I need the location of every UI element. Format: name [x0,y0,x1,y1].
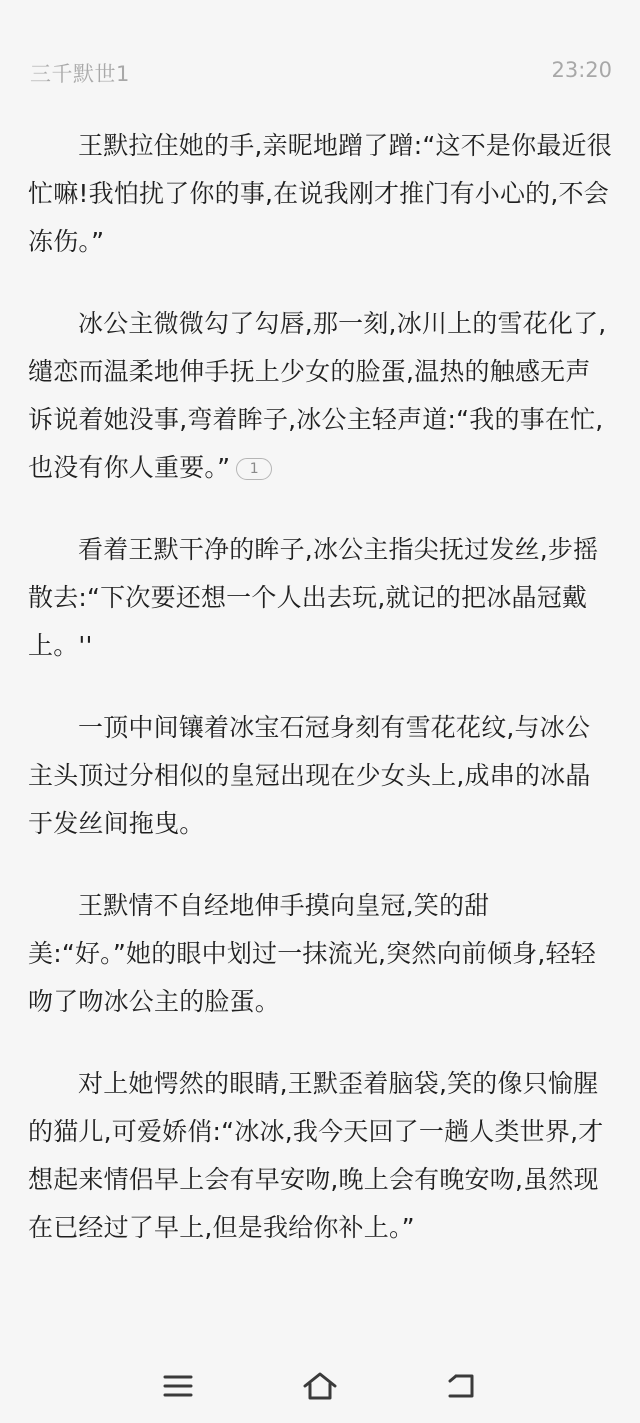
paragraph-text: 冰公主微微勾了勾唇,那一刻,冰川上的雪花化了,缱恋而温柔地伸手抚上少女的脸蛋,温热的触感无声诉说着她没事,弯着眸子,冰公主轻声道:“我的事在忙,也没有你人重要。” [28,309,607,482]
comment-count-badge[interactable]: 1 [236,458,272,480]
paragraph: 王默拉住她的手,亲昵地蹭了蹭:“这不是你最近很忙嘛!我怕扰了你的事,在说我刚才推门有小心的,不会冻伤。” [28,131,612,256]
back-icon [446,1372,478,1400]
paragraph [28,300,612,492]
paragraph: 一顶中间镶着冰宝石冠身刻有雪花花纹,与冰公主头顶过分相似的皇冠出现在少女头上,成串的冰晶于发丝间拖曳。 [28,713,591,838]
paragraph: 对上她愕然的眼睛,王默歪着脑袋,笑的像只愉腥的猫儿,可爱娇俏:“冰冰,我今天回了一趟人类世界,才想起来情侣早上会有早安吻,晚上会有晚安吻,虽然现在已经过了早上,但是我给你补上。” [28,1069,604,1242]
navigation-bar [0,1350,640,1423]
home-button[interactable] [290,1364,350,1408]
back-button[interactable] [432,1364,492,1408]
menu-button[interactable] [148,1364,208,1408]
reading-content [28,122,612,1286]
clock: 23:20 [551,58,612,82]
paragraph: 看着王默干净的眸子,冰公主指尖抚过发丝,步摇散去:“下次要还想一个人出去玩,就记的把冰晶冠戴上。'' [28,535,599,660]
status-bar [0,0,640,110]
menu-icon [163,1373,193,1399]
book-title: 三千默世1 [30,62,130,86]
home-icon [302,1371,338,1401]
paragraph: 王默情不自经地伸手摸向皇冠,笑的甜美:“好。”她的眼中划过一抹流光,突然向前倾身,轻轻吻了吻冰公主的脸蛋。 [28,891,596,1016]
